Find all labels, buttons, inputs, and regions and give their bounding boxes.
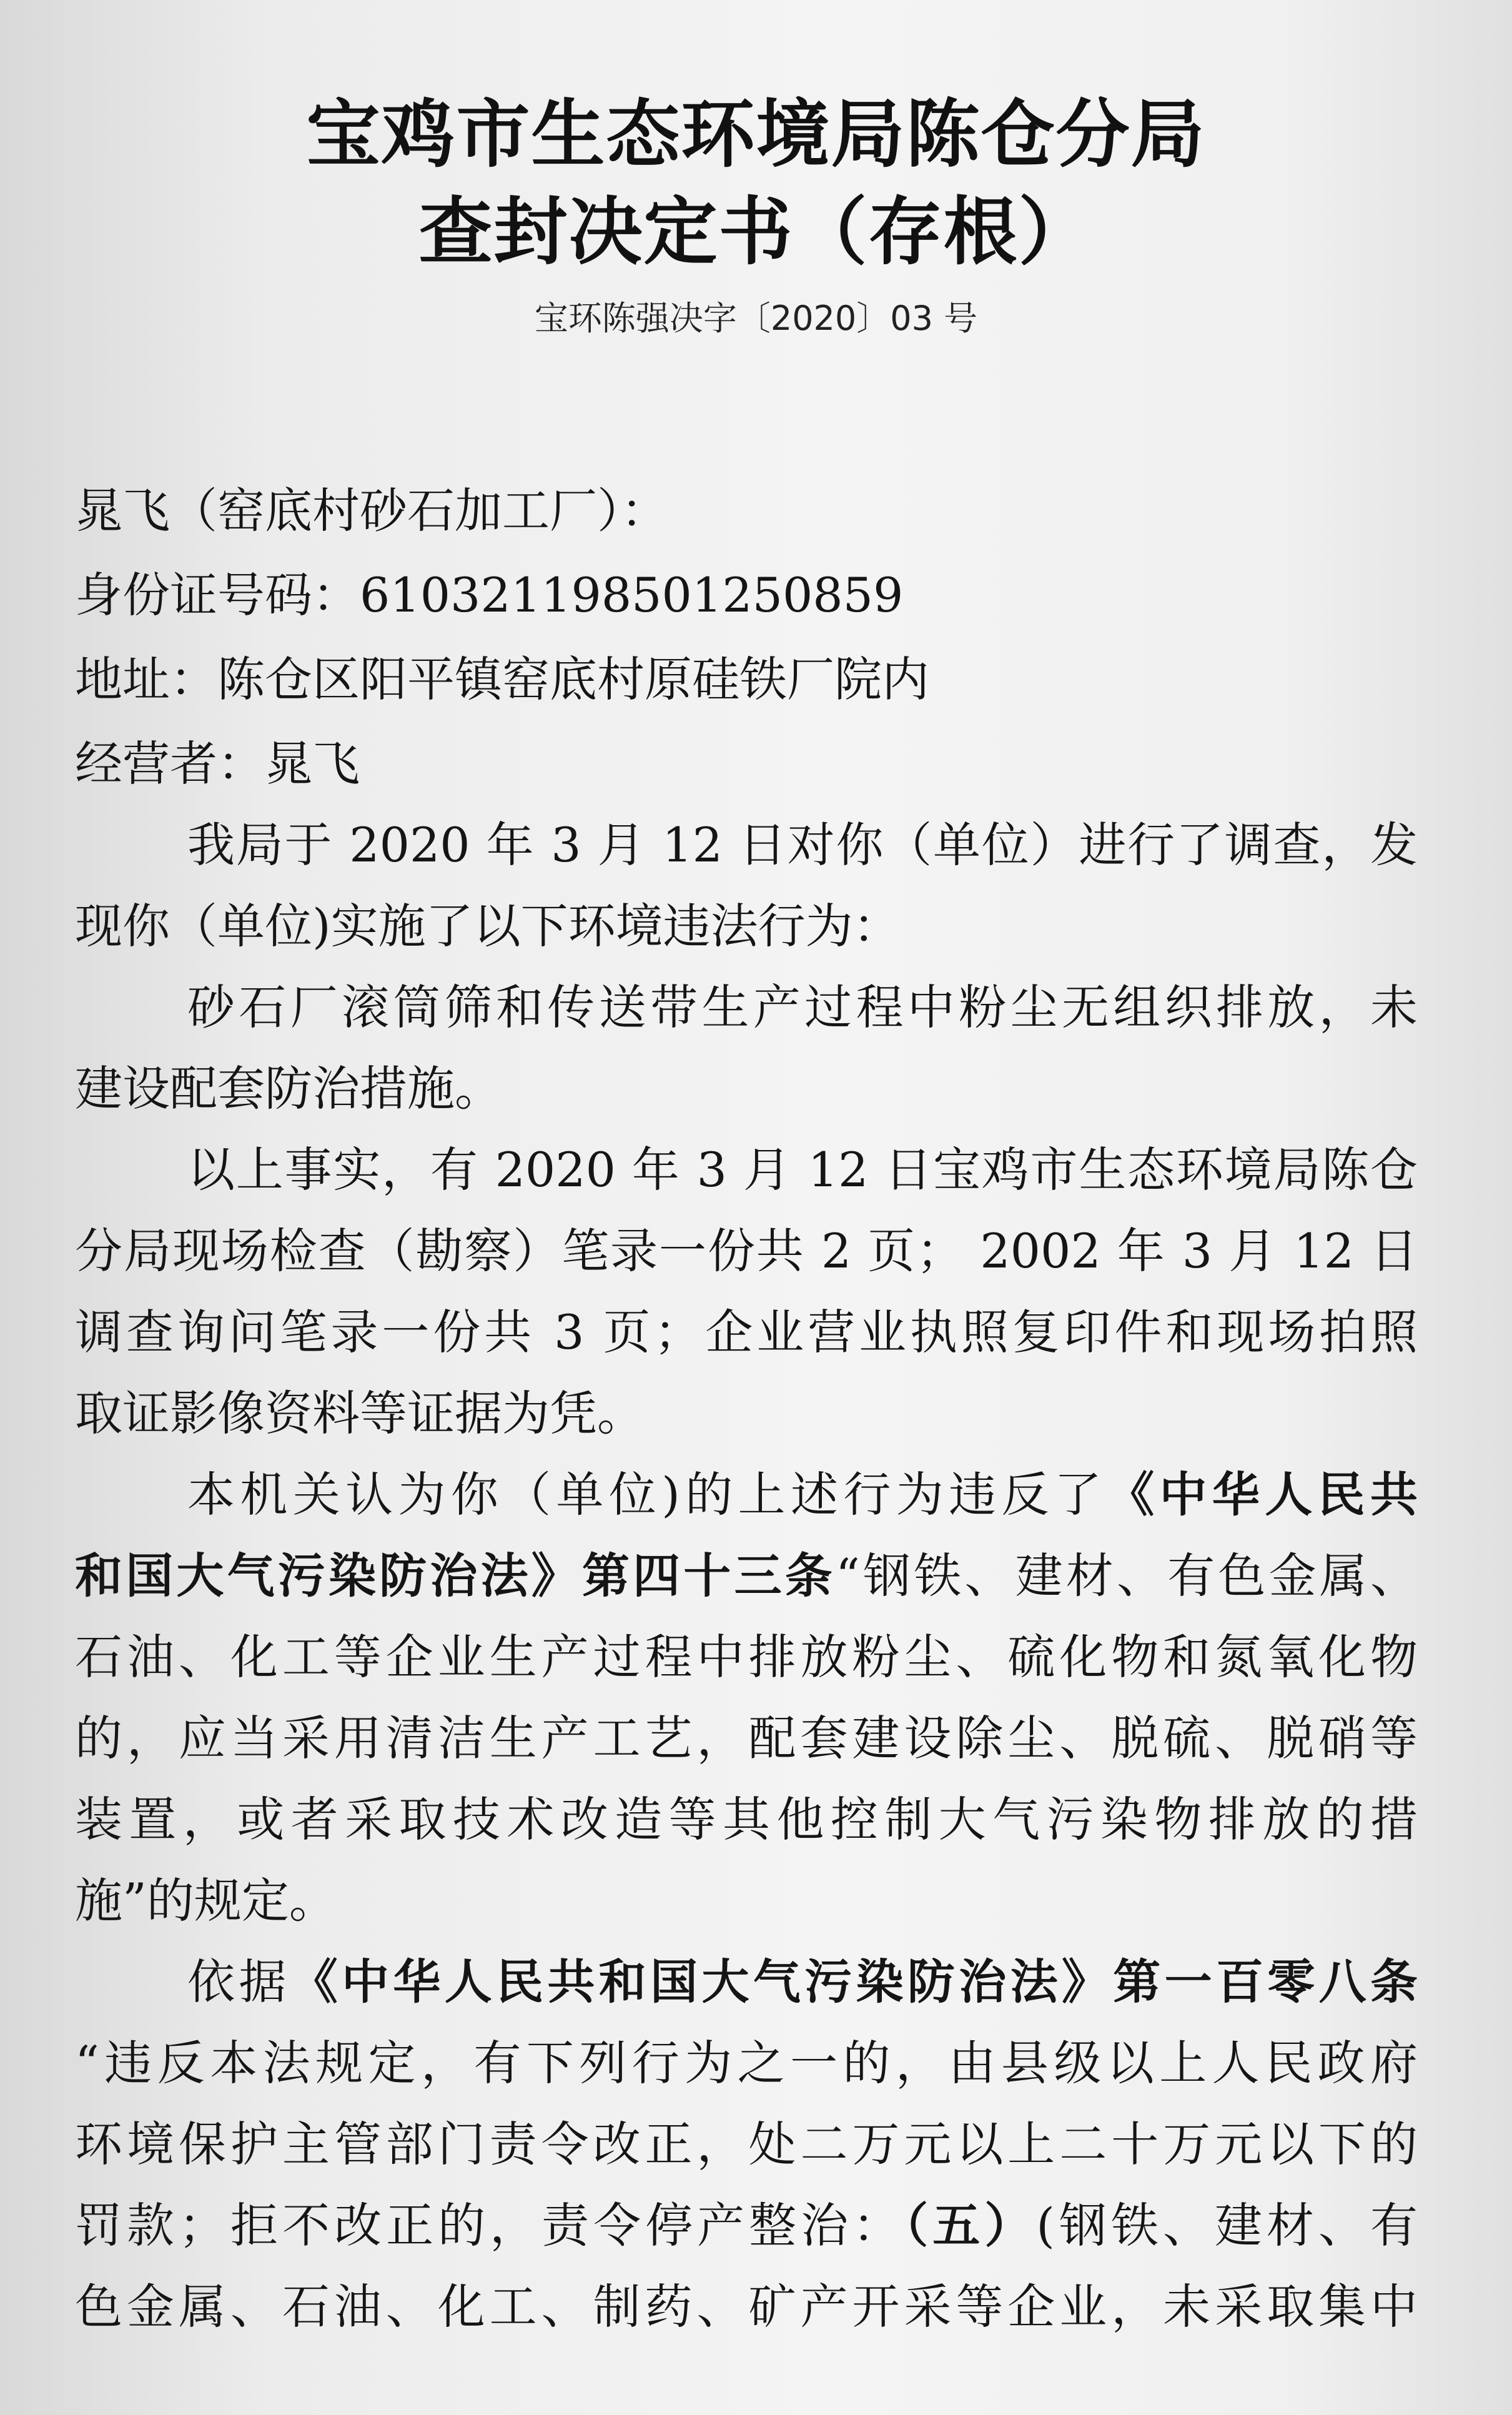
paragraph-evidence-line-1: 以上事实，有 2020 年 3 月 12 日宝鸡市生态环境局陈仓 xyxy=(187,1142,1418,1198)
paragraph-violation-line-2: 建设配套防治措施。 xyxy=(75,1061,502,1116)
paragraph-violation-line-1: 砂石厂滚筒筛和传送带生产过程中粉尘无组织排放，未 xyxy=(187,979,1418,1035)
paragraph-basis-line-2: “违反本法规定，有下列行为之一的，由县级以上人民政府 xyxy=(75,2035,1418,2091)
paragraph-evidence-line-3: 调查询问笔录一份共 3 页；企业营业执照复印件和现场拍照 xyxy=(75,1304,1418,1360)
paragraph-investigation-line-1: 我局于 2020 年 3 月 12 日对你（单位）进行了调查，发 xyxy=(187,817,1418,873)
paragraph-finding-line-1 xyxy=(187,1465,1418,1525)
paragraph-finding-line-5: 装置，或者采取技术改造等其他控制大气污染物排放的措 xyxy=(75,1792,1418,1847)
paragraph-finding-line-6: 施”的规定。 xyxy=(75,1873,337,1928)
basis-item-five-bold: （五） xyxy=(904,2198,1037,2253)
finding-text: 本机关认为你（单位)的上述行为违反了 xyxy=(187,1467,1107,1522)
document-number: 宝环陈强决字〔2020〕03 号 xyxy=(534,299,978,338)
paragraph-evidence-line-2: 分局现场检查（勘察）笔录一份共 2 页； 2002 年 3 月 12 日 xyxy=(75,1223,1418,1279)
basis-law-bold: 《中华人民共和国大气污染防治法》第一百零八条 xyxy=(290,1954,1418,2010)
basis-penalty-text: 罚款；拒不改正的，责令停产整治： xyxy=(75,2198,905,2253)
recipient-name: 晁飞（窑底村砂石加工厂）： xyxy=(75,483,668,538)
recipient-address: 地址：陈仓区阳平镇窑底村原硅铁厂院内 xyxy=(75,652,929,707)
paragraph-basis-line-1 xyxy=(187,1952,1418,2012)
paragraph-basis-line-5: 色金属、石油、化工、制药、矿产开采等企业，未采取集中 xyxy=(75,2279,1418,2334)
paragraph-investigation-line-2: 现你（单位)实施了以下环境违法行为： xyxy=(75,898,901,954)
paragraph-evidence-line-4: 取证影像资料等证据为凭。 xyxy=(75,1386,645,1441)
finding-quote: “钢铁、建材、有色金属、 xyxy=(835,1548,1418,1604)
document-title-line-1: 宝鸡市生态环境局陈仓分局 xyxy=(306,91,1206,177)
law-article-bold: 和国大气污染防治法》第四十三条 xyxy=(75,1548,836,1604)
document-title-line-2: 查封决定书（存根） xyxy=(418,189,1094,275)
recipient-id-number: 身份证号码：610321198501250859 xyxy=(75,567,904,623)
paragraph-basis-line-3: 环境保护主管部门责令改正，处二万元以上二十万元以下的 xyxy=(75,2116,1418,2172)
paragraph-finding-line-3: 石油、化工等企业生产过程中排放粉尘、硫化物和氮氧化物 xyxy=(75,1629,1418,1685)
basis-text: 依据 xyxy=(187,1954,290,2010)
paragraph-finding-line-2 xyxy=(75,1546,1418,1606)
paragraph-basis-line-4 xyxy=(75,2196,1418,2256)
recipient-operator: 经营者：晁飞 xyxy=(75,736,360,791)
paragraph-finding-line-4: 的，应当采用清洁生产工艺，配套建设除尘、脱硫、脱硝等 xyxy=(75,1710,1418,1766)
law-name-bold: 《中华人民共 xyxy=(1107,1467,1418,1522)
basis-item-five-text: (钢铁、建材、有 xyxy=(1036,2198,1418,2253)
